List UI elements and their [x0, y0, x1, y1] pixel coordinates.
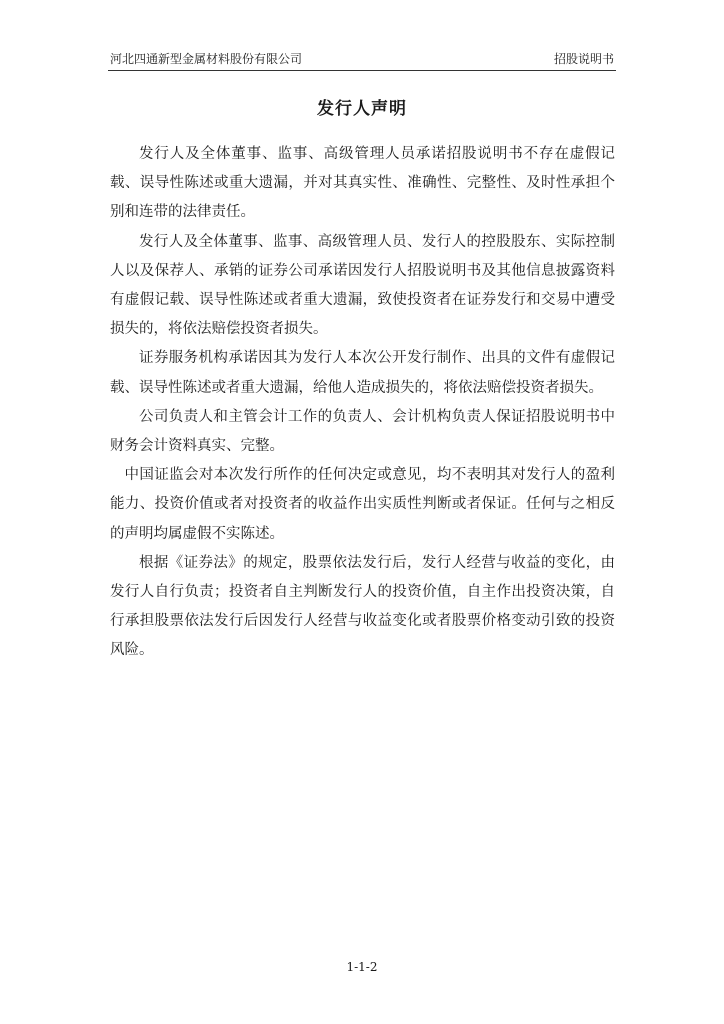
page-title: 发行人声明: [317, 99, 407, 119]
paragraph-securities-law: 根据《证券法》的规定，股票依法发行后，发行人经营与收益的变化，由发行人自行负责；投资者自主判断发行人的投资价值，自主作出投资决策，自行承担股票依法发行后因发行人经营与收益变化或者股票价格变动引致的投资风险。: [110, 554, 615, 659]
paragraph-liability: 发行人及全体董事、监事、高级管理人员承诺招股说明书不存在虚假记载、误导性陈述或重大遗漏，并对其真实性、准确性、完整性、及时性承担个别和连带的法律责任。: [110, 146, 615, 221]
page-header: [108, 52, 616, 71]
paragraph-compensation: 发行人及全体董事、监事、高级管理人员、发行人的控股股东、实际控制人以及保荐人、承销的证券公司承诺因发行人招股说明书及其他信息披露资料有虚假记载、误导性陈述或者重大遗漏，致使投资者在证券发行和交易中遭受损失的，将依法赔偿投资者损失。: [110, 233, 615, 338]
paragraph-financial-data: 公司负责人和主管会计工作的负责人、会计机构负责人保证招股说明书中财务会计资料真实、完整。: [110, 408, 615, 455]
declaration-body: [110, 140, 615, 666]
paragraph-csrc-disclaimer: 中国证监会对本次发行所作的任何决定或意见，均不表明其对发行人的盈利能力、投资价值或者对投资者的收益作出实质性判断或者保证。任何与之相反的声明均属虚假不实陈述。: [110, 467, 615, 542]
header-document-type: 招股说明书: [553, 52, 614, 66]
page-number: 1-1-2: [346, 960, 378, 974]
header-company-name: 河北四通新型金属材料股份有限公司: [110, 52, 303, 66]
paragraph-service-institutions: 证券服务机构承诺因其为发行人本次公开发行制作、出具的文件有虚假记载、误导性陈述或者重大遗漏，给他人造成损失的，将依法赔偿投资者损失。: [110, 350, 615, 396]
